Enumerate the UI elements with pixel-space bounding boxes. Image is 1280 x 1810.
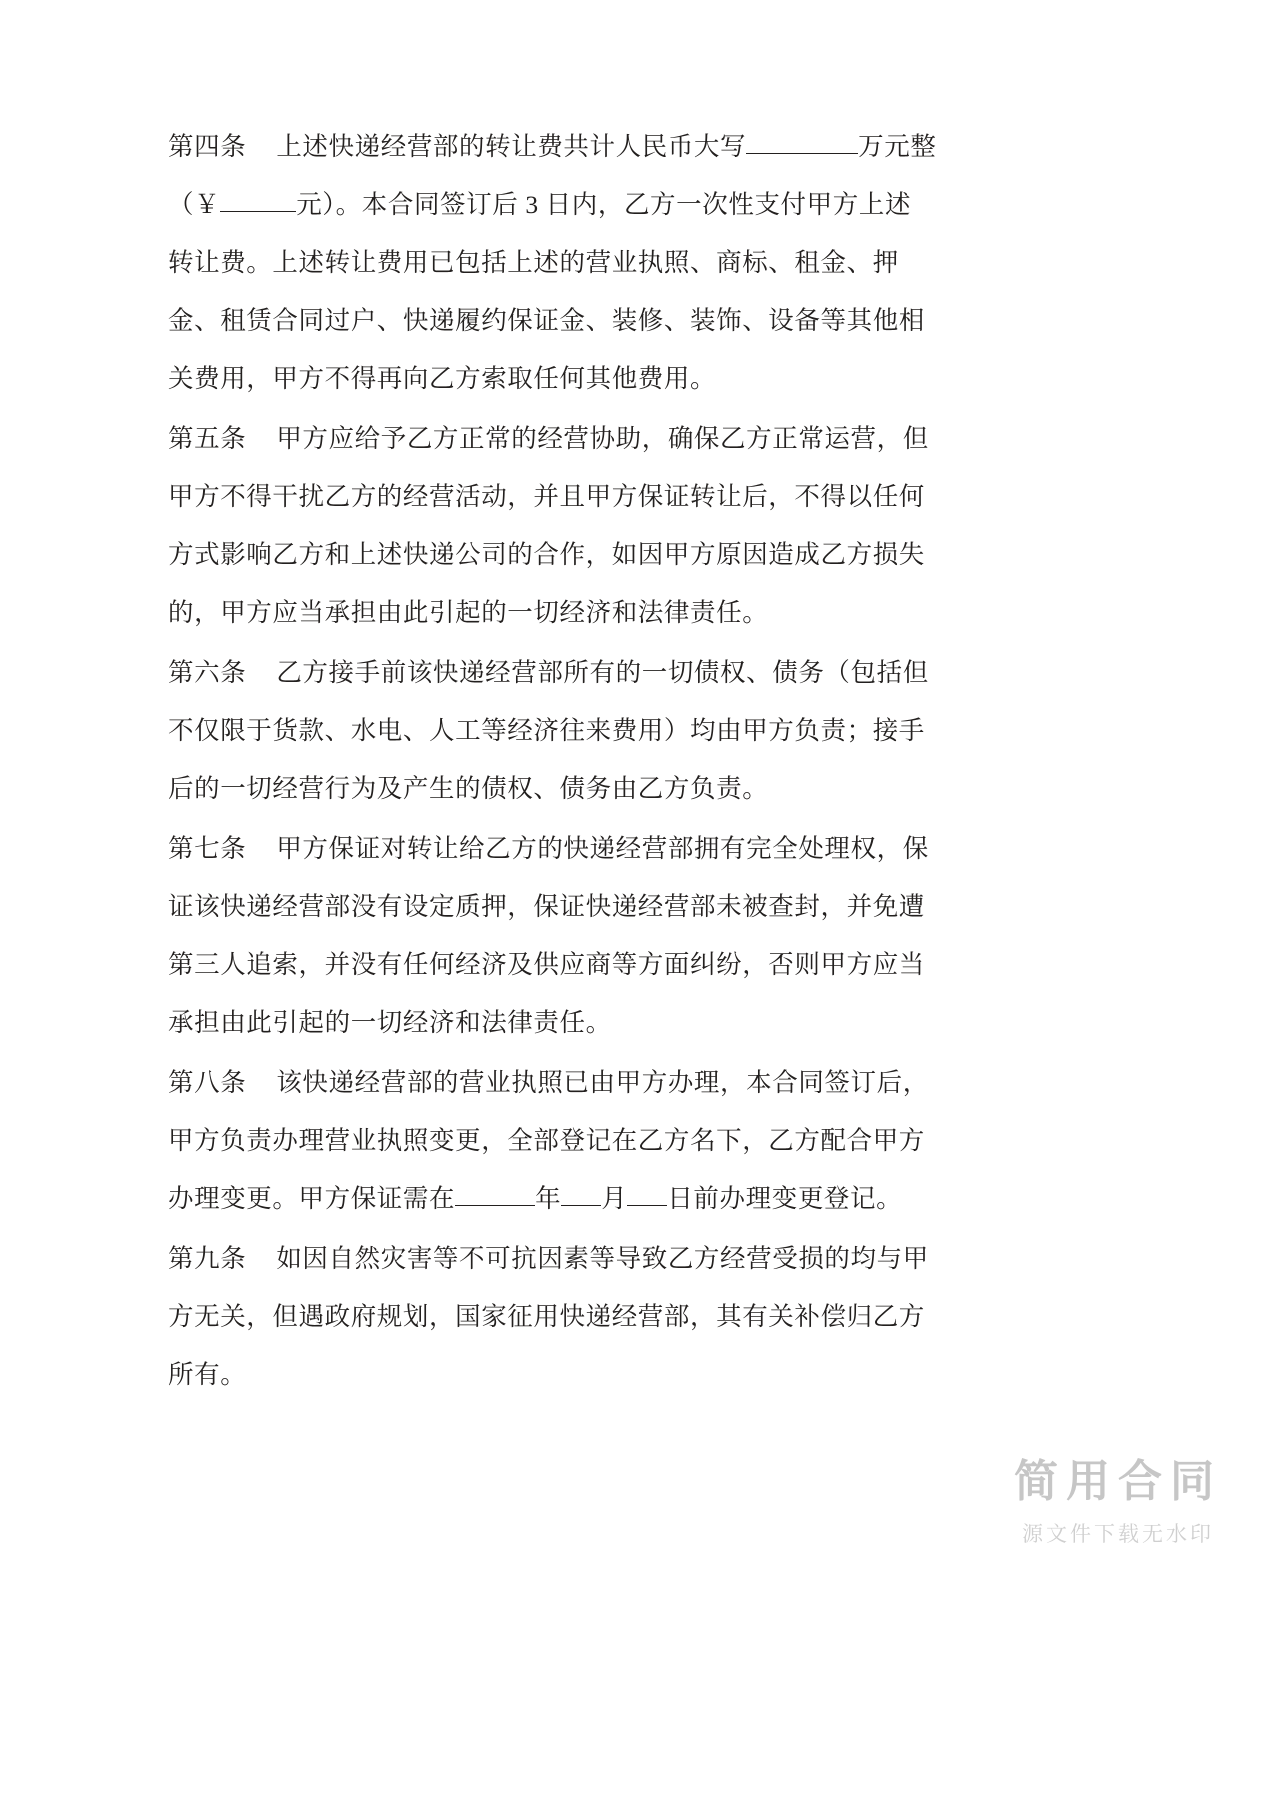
text-run: 元）。本合同签订后 3 日内，乙方一次性支付甲方上述 (296, 190, 912, 219)
text-run: 证该快递经营部没有设定质押，保证快递经营部未被查封，并免遭 (168, 892, 925, 921)
watermark (1014, 1457, 1222, 1548)
clause-line (168, 1054, 953, 1112)
text-run: 月 (601, 1184, 628, 1213)
clause-line (168, 878, 953, 936)
text-run: （￥ (168, 190, 221, 219)
text-run: 万元整 (858, 132, 937, 161)
text-run: 不仅限于货款、水电、人工等经济往来费用）均由甲方负责；接手 (168, 716, 925, 745)
text-run: 第八条 (168, 1068, 247, 1097)
text-run: 的，甲方应当承担由此引起的一切经济和法律责任。 (168, 598, 769, 627)
clause-line (168, 350, 953, 408)
text-run: 日前办理变更登记。 (667, 1184, 903, 1213)
clause-line (168, 118, 953, 176)
text-run: 所有。 (168, 1360, 247, 1389)
clause-line (168, 234, 953, 292)
watermark-main-text: 简用合同 (1014, 1457, 1222, 1507)
text-run: 承担由此引起的一切经济和法律责任。 (168, 1008, 612, 1037)
text-run: 甲方不得干扰乙方的经营活动，并且甲方保证转让后，不得以任何 (168, 482, 925, 511)
fill-in-blank[interactable] (627, 1182, 667, 1206)
clause-4 (168, 820, 953, 1052)
text-run: 该快递经营部的营业执照已由甲方办理，本合同签订后， (276, 1068, 929, 1097)
clause-3 (168, 644, 953, 818)
text-run: 甲方应给予乙方正常的经营协助，确保乙方正常运营，但 (276, 424, 929, 453)
text-run: 第六条 (168, 658, 247, 687)
clause-line (168, 936, 953, 994)
fill-in-blank[interactable] (561, 1182, 601, 1206)
text-run: 后的一切经营行为及产生的债权、债务由乙方负责。 (168, 774, 769, 803)
clause-line (168, 1288, 953, 1346)
clause-line (168, 292, 953, 350)
clause-line (168, 994, 953, 1052)
text-run: 如因自然灾害等不可抗因素等导致乙方经营受损的均与甲 (276, 1244, 929, 1273)
watermark-sub-text: 源文件下载无水印 (1022, 1523, 1214, 1546)
text-run: 第七条 (168, 834, 247, 863)
clause-line (168, 702, 953, 760)
clause-line (168, 1230, 953, 1288)
contract-body (168, 118, 953, 1406)
text-run: 方式影响乙方和上述快递公司的合作，如因甲方原因造成乙方损失 (168, 540, 925, 569)
clause-line (168, 176, 953, 234)
fill-in-blank[interactable] (455, 1182, 535, 1206)
clause-line (168, 820, 953, 878)
clause-line (168, 468, 953, 526)
clause-line (168, 526, 953, 584)
text-run: 第三人追索，并没有任何经济及供应商等方面纠纷，否则甲方应当 (168, 950, 925, 979)
clause-line (168, 1112, 953, 1170)
text-run: 甲方保证对转让给乙方的快递经营部拥有完全处理权，保 (276, 834, 929, 863)
clause-line (168, 1346, 953, 1404)
clause-6 (168, 1230, 953, 1404)
clause-1 (168, 118, 953, 408)
clause-line (168, 410, 953, 468)
text-run: 金、租赁合同过户、快递履约保证金、装修、装饰、设备等其他相 (168, 306, 925, 335)
text-run: 甲方负责办理营业执照变更，全部登记在乙方名下，乙方配合甲方 (168, 1126, 925, 1155)
text-run: 乙方接手前该快递经营部所有的一切债权、债务（包括但 (276, 658, 929, 687)
text-run: 关费用，甲方不得再向乙方索取任何其他费用。 (168, 364, 717, 393)
clause-2 (168, 410, 953, 642)
text-run: 年 (535, 1184, 562, 1213)
fill-in-blank[interactable] (746, 130, 858, 154)
clause-5 (168, 1054, 953, 1228)
text-run: 第九条 (168, 1244, 247, 1273)
text-run: 上述快递经营部的转让费共计人民币大写 (276, 132, 747, 161)
text-run: 办理变更。甲方保证需在 (168, 1184, 456, 1213)
text-run: 第四条 (168, 132, 247, 161)
text-run: 方无关，但遇政府规划，国家征用快递经营部，其有关补偿归乙方 (168, 1302, 925, 1331)
text-run: 第五条 (168, 424, 247, 453)
fill-in-blank[interactable] (220, 188, 296, 212)
clause-line (168, 644, 953, 702)
clause-line (168, 1170, 953, 1228)
clause-line (168, 584, 953, 642)
clause-line (168, 760, 953, 818)
text-run: 转让费。上述转让费用已包括上述的营业执照、商标、租金、押 (168, 248, 899, 277)
